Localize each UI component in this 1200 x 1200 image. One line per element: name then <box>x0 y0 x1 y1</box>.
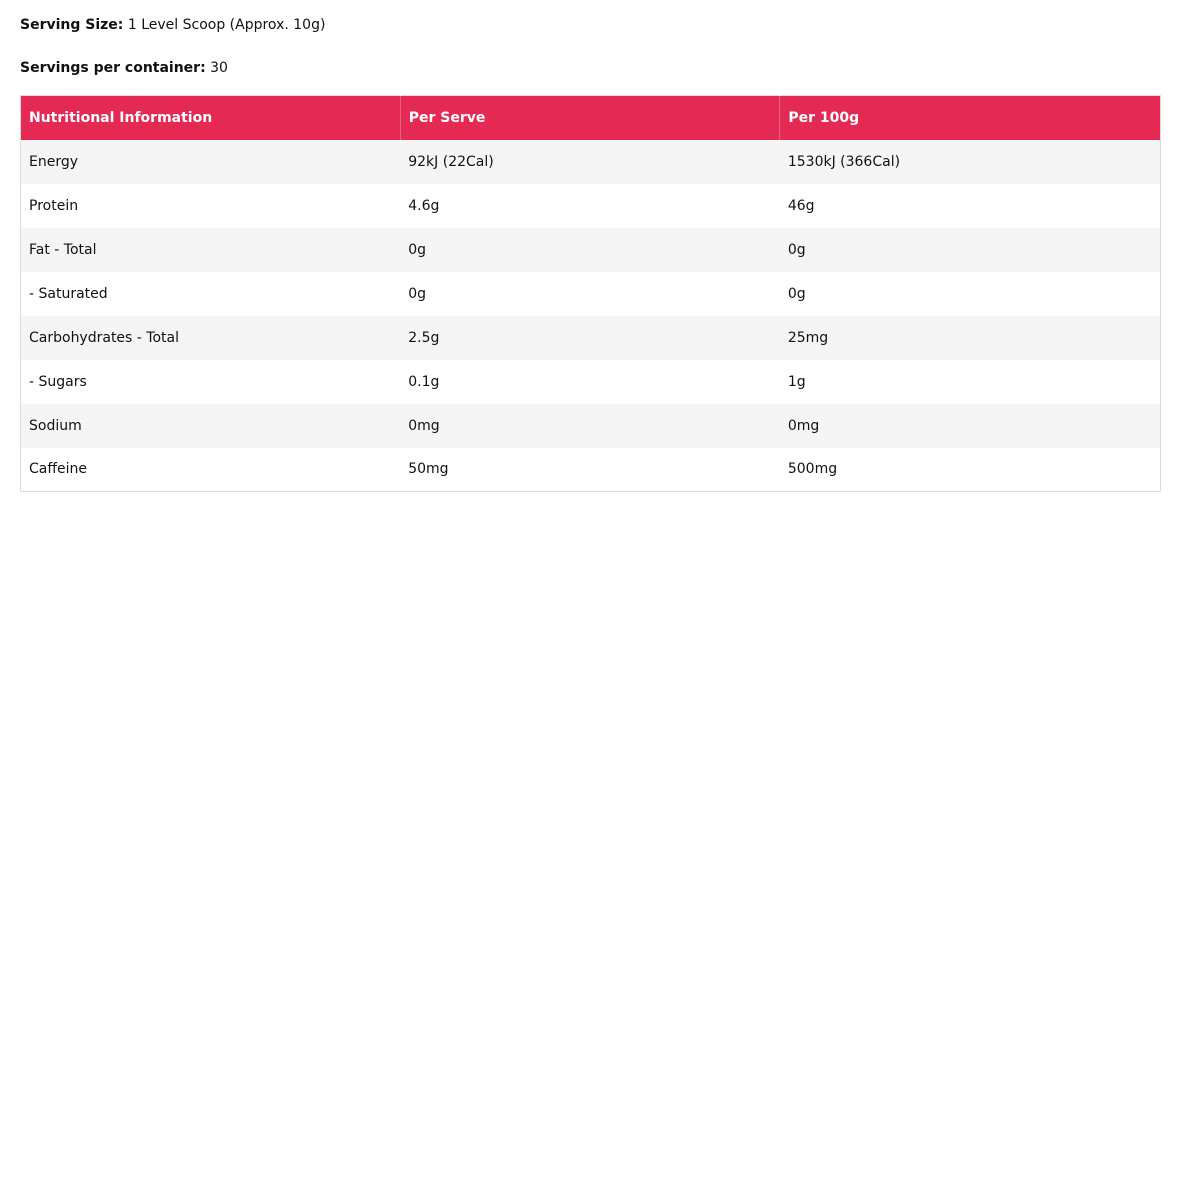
table-row <box>21 404 1161 448</box>
per-serve-value: 4.6g <box>408 197 440 214</box>
nutrient-name: Fat - Total <box>29 241 97 258</box>
per-100g-value: 1g <box>787 373 806 390</box>
serving-size-label: Serving Size: <box>20 17 124 33</box>
table-header-row <box>21 96 1161 140</box>
per-serve-value: 0mg <box>408 417 440 434</box>
table-row <box>21 228 1161 272</box>
per-100g-value: 0mg <box>787 417 820 434</box>
nutrient-name: Protein <box>29 197 79 214</box>
table-header <box>21 96 1161 140</box>
table-row <box>21 184 1161 228</box>
table-row <box>21 140 1161 184</box>
per-serve-value: 50mg <box>408 461 449 478</box>
per-serve-value: 0g <box>408 285 427 302</box>
nutrient-name: Energy <box>29 153 79 170</box>
nutrition-table <box>20 95 1161 492</box>
nutrient-name: Sodium <box>29 417 82 434</box>
per-100g-value: 0g <box>787 241 806 258</box>
per-serve-value: 0.1g <box>408 373 440 390</box>
serving-size-line <box>20 16 325 34</box>
nutrient-name: - Sugars <box>29 373 87 390</box>
nutrient-name: - Saturated <box>29 285 108 302</box>
per-100g-value: 1530kJ (366Cal) <box>787 153 901 170</box>
header-nutritional-information: Nutritional Information <box>29 109 213 126</box>
serving-size-value: 1 Level Scoop (Approx. 10g) <box>127 17 326 33</box>
per-100g-value: 500mg <box>787 461 838 478</box>
per-100g-value: 46g <box>787 197 815 214</box>
table-body <box>21 140 1161 492</box>
nutrient-name: Caffeine <box>29 461 87 478</box>
per-serve-value: 2.5g <box>408 329 440 346</box>
servings-per-container-label: Servings per container: <box>20 60 206 76</box>
table-row <box>21 272 1161 316</box>
table-row <box>21 448 1161 492</box>
header-per-serve: Per Serve <box>400 96 780 140</box>
per-serve-value: 92kJ (22Cal) <box>408 153 494 170</box>
nutrient-name: Carbohydrates - Total <box>29 329 179 346</box>
per-100g-value: 0g <box>787 285 806 302</box>
table-row <box>21 316 1161 360</box>
header-per-100g: Per 100g <box>780 96 1161 140</box>
per-100g-value: 25mg <box>787 329 829 346</box>
servings-per-container-value: 30 <box>210 60 228 76</box>
servings-per-container-line <box>20 59 228 77</box>
per-serve-value: 0g <box>408 241 427 258</box>
table-row <box>21 360 1161 404</box>
